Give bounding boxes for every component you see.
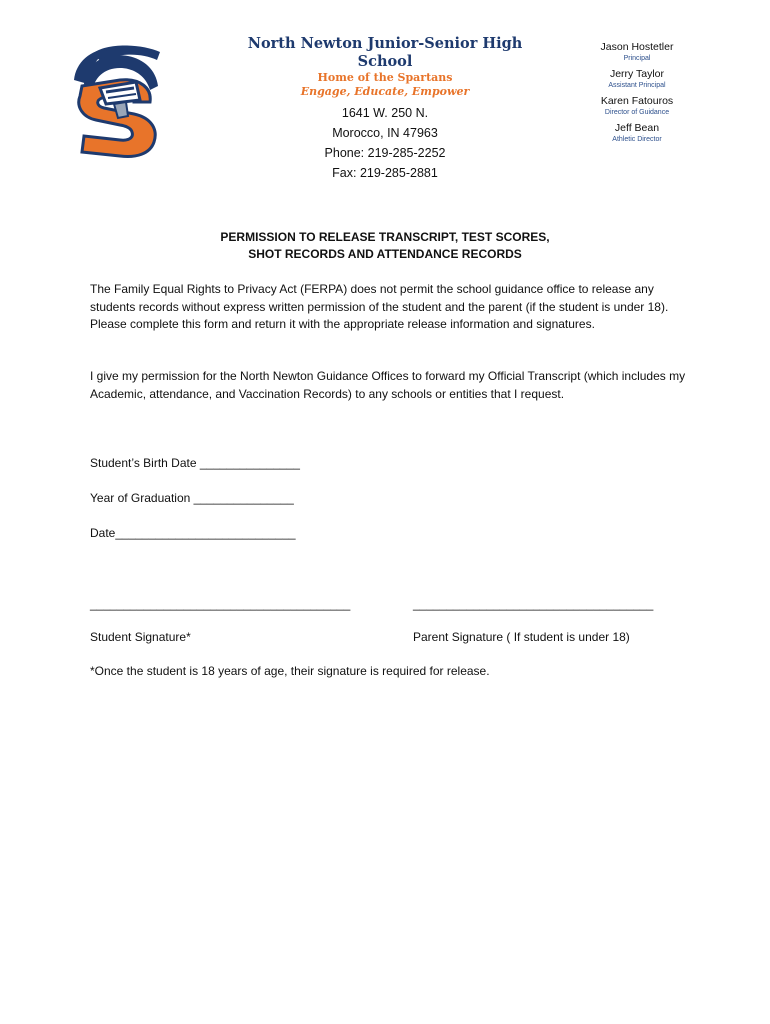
staff-role: Principal [623, 55, 651, 62]
school-header [230, 35, 540, 183]
staff-name: Jerry Taylor [609, 68, 665, 80]
phone-number: Phone: 219-285-2252 [324, 146, 446, 160]
permission-paragraph: I give my permission for the North Newton Guidance Offices to forward my Official Transcript (which includes my Academic, attendance, and Vaccination Records) to any schools or entities that I request. [90, 369, 686, 401]
age-note: *Once the student is 18 years of age, their signature is required for release. [90, 664, 490, 678]
document-title [90, 229, 680, 263]
date-field[interactable]: Date___________________________ [90, 526, 296, 540]
staff-directory [585, 40, 689, 148]
spartan-helmet-logo-icon [62, 40, 166, 160]
address-line-2: Morocco, IN 47963 [332, 126, 438, 140]
parent-signature-label: Parent Signature ( If student is under 18) [413, 630, 630, 644]
school-tagline: Home of the Spartans [317, 71, 453, 84]
title-line-1: PERMISSION TO RELEASE TRANSCRIPT, TEST SCORES, [220, 230, 550, 244]
staff-role: Athletic Director [612, 136, 662, 143]
address-line-1: 1641 W. 250 N. [341, 106, 429, 120]
staff-name: Karen Fatouros [600, 95, 674, 107]
graduation-year-field[interactable]: Year of Graduation _______________ [90, 491, 294, 505]
birth-date-field[interactable]: Student’s Birth Date _______________ [90, 456, 300, 470]
staff-name: Jason Hostetler [600, 41, 674, 53]
school-motto: Engage, Educate, Empower [300, 85, 470, 98]
student-signature-label: Student Signature* [90, 630, 191, 644]
staff-role: Director of Guidance [604, 109, 670, 116]
title-line-2: SHOT RECORDS AND ATTENDANCE RECORDS [248, 247, 522, 261]
school-name: North Newton Junior-Senior High School [247, 35, 523, 70]
staff-name: Jeff Bean [614, 122, 660, 134]
staff-role: Assistant Principal [608, 82, 666, 89]
parent-signature-line[interactable]: ____________________________________ [413, 597, 654, 611]
ferpa-paragraph: The Family Equal Rights to Privacy Act (FERPA) does not permit the school guidance office to release any students records without express written permission of the student and the parent (if the student is under 18). Please complete this form and return it with the appropriate release information and signatures. [90, 282, 669, 331]
student-signature-line[interactable]: _______________________________________ [90, 597, 351, 611]
fax-number: Fax: 219-285-2881 [332, 166, 438, 180]
